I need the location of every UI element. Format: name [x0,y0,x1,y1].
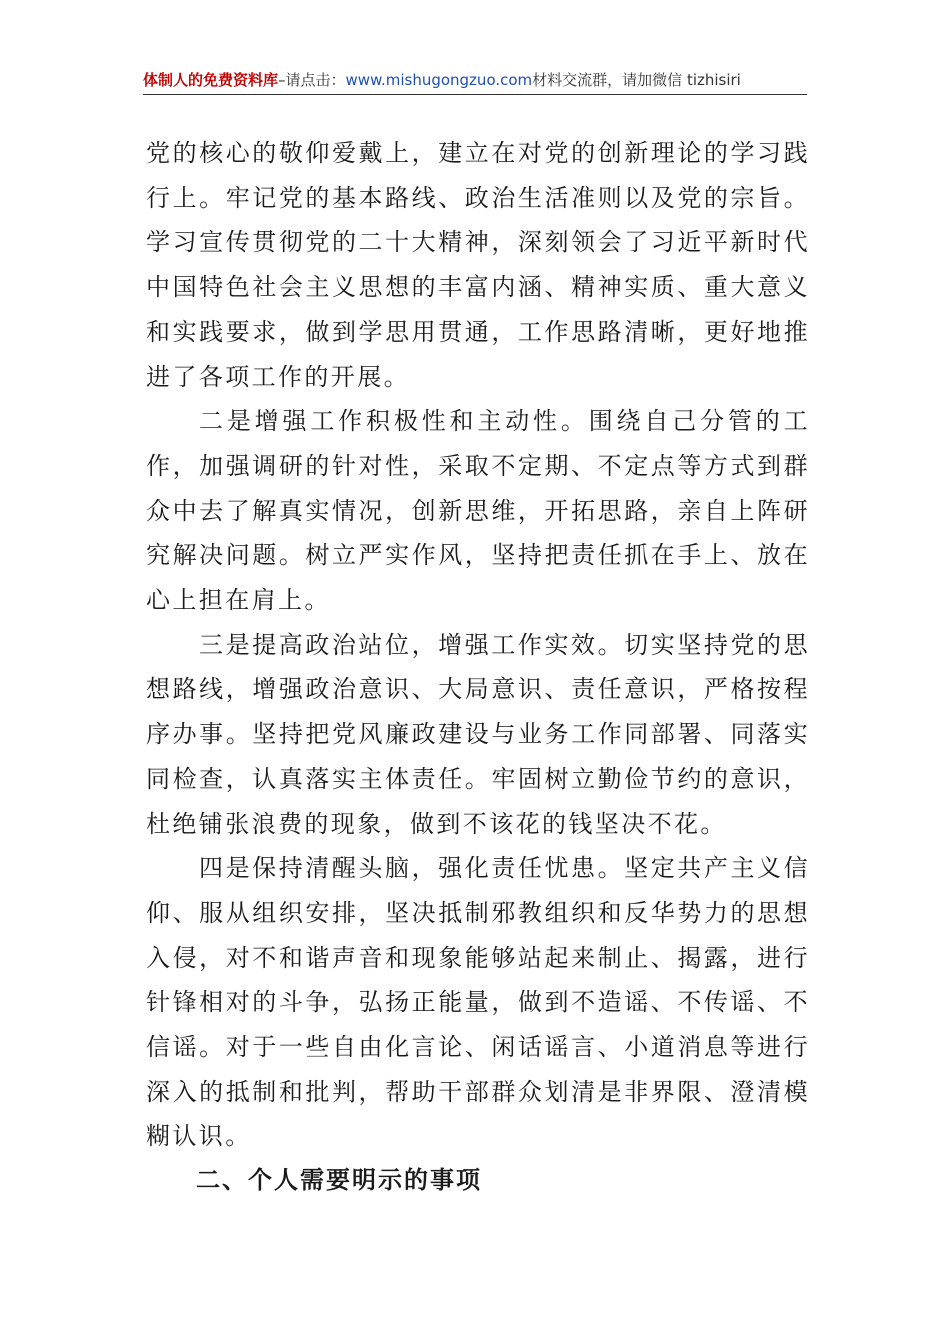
paragraph-point-four: 四是保持清醒头脑，强化责任忧患。坚定共产主义信仰、服从组织安排，坚决抵制邪教组织和反华势力的思想入侵，对不和谐声音和现象能够站起来制止、揭露，进行针锋相对的斗争，弘扬正能量，做到不造谣、不传谣、不信谣。对于一些自由化言论、闲话谣言、小道消息等进行深入的抵制和批判，帮助干部群众划清是非界限、澄清模糊认识。 [146,854,810,1151]
header-link[interactable]: www.mishugongzuo.com [345,71,533,89]
page-header [143,68,807,95]
section-heading: 二、个人需要明示的事项 [196,1166,482,1194]
header-contact: 材料交流群，请加微信 tizhisiri [532,71,741,89]
header-brand: 体制人的免费资料库 [143,71,279,89]
header-prompt: –请点击： [278,71,346,89]
document-body [146,131,810,1159]
paragraph-point-two: 二是增强工作积极性和主动性。围绕自己分管的工作，加强调研的针对性，采取不定期、不定点等方式到群众中去了解真实情况，创新思维，开拓思路，亲自上阵研究解决问题。树立严实作风，坚持把责任抓在手上、放在心上担在肩上。 [146,407,810,615]
paragraph-continued: 党的核心的敬仰爱戴上，建立在对党的创新理论的学习践行上。牢记党的基本路线、政治生活准则以及党的宗旨。学习宣传贯彻党的二十大精神，深刻领会了习近平新时代中国特色社会主义思想的丰富内涵、精神实质、重大意义和实践要求，做到学思用贯通，工作思路清晰，更好地推进了各项工作的开展。 [146,139,810,391]
paragraph-point-three: 三是提高政治站位，增强工作实效。切实坚持党的思想路线，增强政治意识、大局意识、责任意识，严格按程序办事。坚持把党风廉政建设与业务工作同部署、同落实同检查，认真落实主体责任。牢固树立勤俭节约的意识，杜绝铺张浪费的现象，做到不该花的钱坚决不花。 [146,630,810,838]
